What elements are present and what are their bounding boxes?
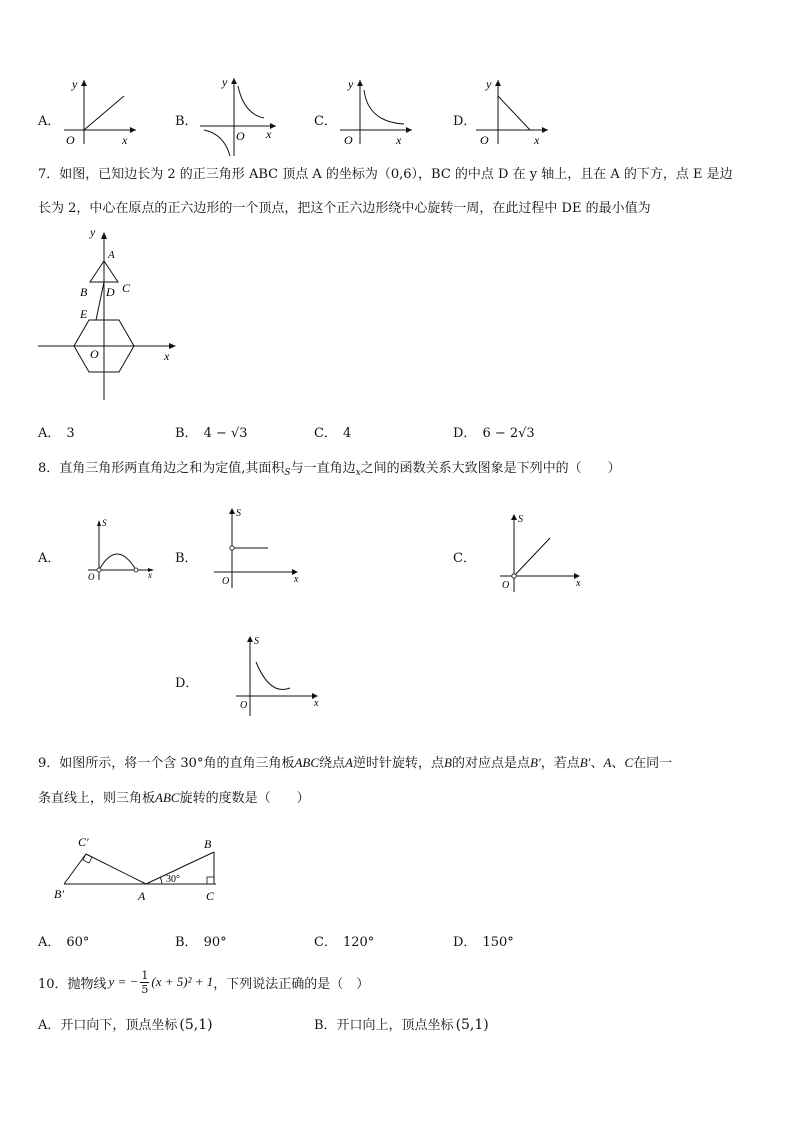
q6-option-b-label: B． [175, 114, 198, 129]
axis-y-label: y [72, 77, 78, 91]
q8-graph-a [84, 514, 158, 584]
q8-option-d-label: D． [175, 676, 199, 691]
q8-graph-c [496, 508, 588, 594]
origin-label: O [222, 576, 230, 587]
label-x: x [164, 349, 170, 363]
label-d: D [106, 285, 115, 299]
q6-graph-a [62, 74, 142, 146]
axis-x-label: x [294, 574, 299, 585]
q8-stem: 8．直角三角形两直角边之和为定值,其面积$_S$与一直角边$_x$之间的函数关系大致图象是下列中的（ ） [38, 461, 621, 478]
axis-y-label: y [348, 77, 354, 91]
axis-x-label: x [534, 133, 540, 146]
label-c: C [122, 281, 131, 295]
label-y: y [90, 226, 96, 239]
axis-x-label: x [396, 133, 402, 146]
var-s: S [284, 468, 291, 478]
origin-label: O [66, 133, 75, 146]
origin-label: O [480, 133, 489, 146]
axis-s-label: S [254, 636, 259, 647]
q6-graph-c [338, 74, 418, 146]
q9-line-1: 9．如图所示，将一个含 30°角的直角三角板ABC绕点A逆时针旋转，点B的对应点是点B'，若点B'、A、C在同一 [38, 755, 673, 771]
origin-label: O [502, 580, 510, 591]
q7-stem [38, 158, 758, 226]
q7-option-c: C． 4 [314, 426, 352, 441]
origin-label: O [344, 133, 353, 146]
fraction: 1 5 [141, 968, 149, 996]
q7-figure [34, 226, 184, 402]
axis-s-label: S [236, 508, 241, 519]
q6-option-c-label: C． [314, 114, 337, 129]
q6-option-a-label: A． [38, 114, 61, 129]
q9-line-2: 条直线上，则三角板ABC旋转的度数是（ ） [38, 790, 310, 806]
axis-x-label: x [576, 578, 581, 589]
label-o: O [90, 347, 99, 361]
axis-x-label: x [266, 127, 272, 141]
q8-option-a-label: A． [38, 551, 61, 566]
origin-label: O [88, 572, 95, 582]
label-c: C [206, 889, 215, 903]
origin-label: O [240, 700, 248, 711]
label-e: E [80, 307, 88, 321]
q10-option-b: B．开口向上，顶点坐标 (5,1) [314, 1017, 489, 1033]
q8-graph-d [232, 630, 328, 718]
q6-option-d-label: D． [453, 114, 477, 129]
formula-lhs: y = − [108, 974, 139, 989]
q6-graph-b [198, 74, 280, 158]
q7-option-b: B． 4 − √3 [175, 426, 248, 441]
label-angle: 30° [166, 874, 180, 885]
q9-option-a: A． 60° [38, 935, 90, 950]
formula-rhs: (x + 5)² + 1 [151, 974, 214, 989]
q8-option-c-label: C． [453, 551, 476, 566]
q8-option-b-label: B． [175, 551, 198, 566]
q7-line-1: 7．如图，已知边长为 2 的正三角形 ABC 顶点 A 的坐标为（0,6），BC 的中点 D 在 y 轴上，且在 A 的下方，点 E 是边 [38, 167, 733, 182]
axis-x-label: x [122, 133, 128, 146]
q10-option-a: A．开口向下，顶点坐标 (5,1) [38, 1017, 213, 1033]
label-a: A [108, 249, 115, 261]
q10-stem: 10．抛物线 y = − 1 5 (x + 5)² + 1 ，下列说法正确的是（ ） [38, 968, 370, 996]
label-b: B [80, 285, 88, 299]
axis-y-label: y [222, 75, 228, 89]
label-b-prime: B' [54, 887, 64, 901]
q8-graph-b [210, 502, 306, 592]
axis-s-label: S [102, 518, 107, 528]
q9-stem [38, 746, 758, 816]
label-c-prime: C' [78, 835, 89, 849]
q7-option-a: A． 3 [38, 426, 75, 441]
q6-graph-d [474, 74, 554, 146]
axis-x-label: x [314, 698, 319, 709]
label-b: B [204, 837, 212, 851]
axis-y-label: y [486, 77, 492, 91]
q9-option-c: C． 120° [314, 935, 375, 950]
q9-option-b: B． 90° [175, 935, 227, 950]
q7-option-d: D． 6 − 2√3 [453, 426, 535, 441]
origin-label: O [236, 129, 245, 143]
q9-option-d: D． 150° [453, 935, 514, 950]
axis-x-label: x [148, 570, 152, 580]
q7-line-2: 长为 2，中心在原点的正六边形的一个顶点，把这个正六边形绕中心旋转一周，在此过程中 DE 的最小值为 [38, 201, 651, 216]
label-a: A [138, 889, 146, 903]
axis-s-label: S [518, 514, 523, 525]
q9-figure [48, 826, 228, 906]
var-x: x [355, 468, 361, 478]
